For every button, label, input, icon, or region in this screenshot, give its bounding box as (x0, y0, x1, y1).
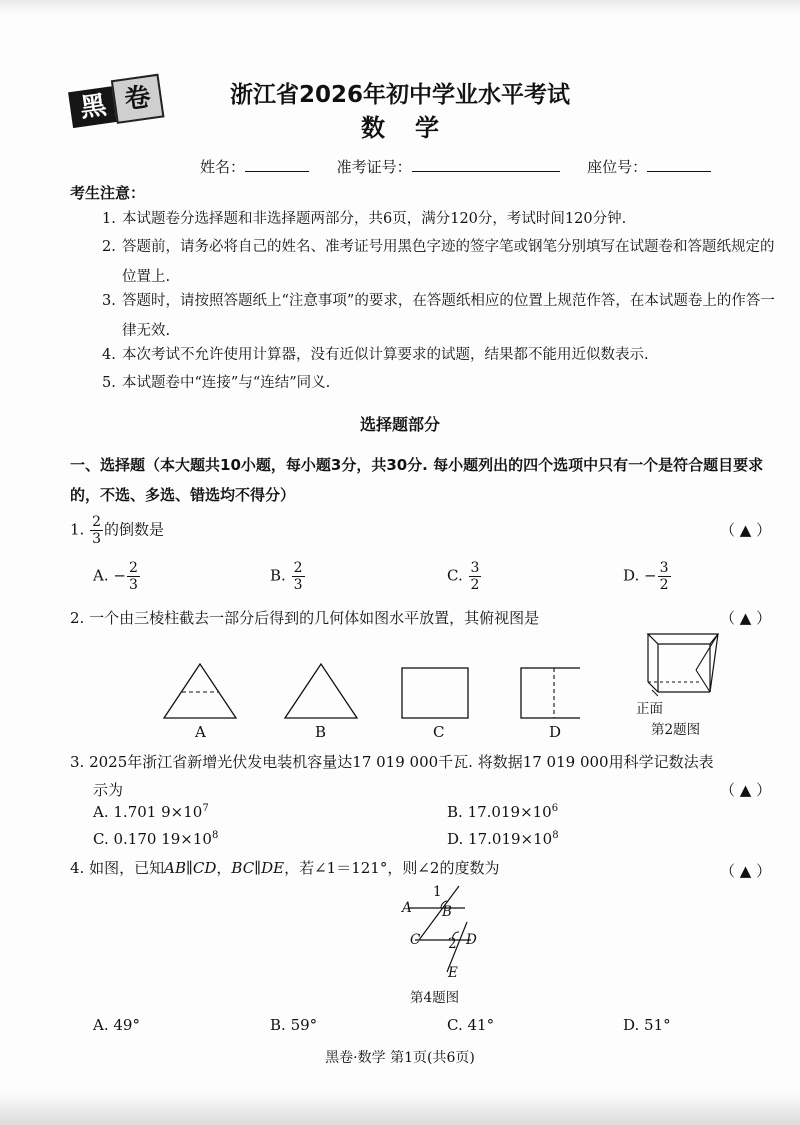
option-c[interactable]: C. 41° (447, 1016, 495, 1034)
subject-title: 数学 (361, 114, 469, 142)
notice-num: 5. (102, 375, 116, 391)
option-d-figure (521, 668, 580, 718)
notice-text: 答题前，请务必将自己的姓名、准考证号用黑色字迹的签字笔或钢笔分别填写在试题卷和答题纸规定的位置上. (122, 239, 775, 285)
question-number: 4. (70, 859, 85, 877)
notice-item (102, 340, 792, 370)
question-number: 3. (70, 753, 85, 771)
name-blank[interactable] (245, 157, 309, 172)
q2-solid-figure (638, 630, 728, 700)
option-c[interactable]: C. 0.170 $19\times 10^8$ (93, 830, 219, 848)
question-text: 一个由三棱柱截去一部分后得到的几何体如图水平放置，其俯视图是 (89, 609, 540, 627)
question-text: 的倒数是 (104, 520, 165, 539)
q2-option-figures (160, 660, 580, 722)
notice-num: 4. (102, 347, 116, 363)
scan-edge-bottom (0, 1092, 800, 1125)
notice-item (102, 286, 782, 346)
option-a[interactable]: A. 1.701 $9\times 10^7$ (93, 803, 209, 821)
option-a-figure (164, 664, 236, 718)
option-a[interactable]: A. 49° (93, 1016, 140, 1034)
id-label: 准考证号： (336, 158, 412, 176)
option-d[interactable]: D. $17.019\times 10^8$ (447, 830, 559, 848)
option-c[interactable]: C. $\frac{3}{2}$ (447, 560, 480, 593)
answer-mark: （ ▲ ） (720, 521, 772, 539)
option-b-figure (285, 664, 357, 718)
question-text: 2025年浙江省新增光伏发电装机容量达17 019 000千瓦. 将数据17 019 000用科学记数法表 (89, 753, 714, 771)
figure-label-a: A (402, 900, 412, 916)
option-a[interactable]: A (195, 723, 206, 741)
figure-label-b: B (442, 904, 452, 920)
logo-part-black: 黑 (68, 86, 119, 128)
notice-text: 本试题卷分选择题和非选择题两部分，共6页，满分120分，考试时间120分钟. (122, 211, 627, 227)
question-3-stem (70, 751, 714, 772)
front-label: 正面 (636, 701, 663, 717)
notice-num: 1. (102, 211, 116, 227)
exam-title: 浙江省2026年初中学业水平考试 (229, 82, 570, 108)
option-b[interactable]: B. 59° (270, 1016, 318, 1034)
question-3-stem-cont: 示为 (93, 781, 124, 799)
seat-label: 座位号： (587, 158, 648, 176)
fraction: $\frac{2}{3}$ (92, 514, 102, 547)
id-blank[interactable] (412, 157, 560, 172)
option-d[interactable]: D. − $\frac{3}{2}$ (623, 560, 669, 593)
notice-item (102, 368, 792, 398)
figure-label-d: D (466, 932, 477, 948)
section-title: 选择题部分 (359, 415, 440, 434)
page-footer: 黑卷·数学 第1页(共6页) (325, 1050, 475, 1066)
notice-item (102, 204, 792, 234)
option-b[interactable]: B. $17.019\times 10^6$ (447, 803, 559, 821)
question-1-stem (70, 514, 164, 547)
logo-part-grey: 卷 (111, 74, 165, 124)
figure-label-c: C (410, 932, 421, 948)
scan-edge-top (0, 0, 800, 14)
option-b[interactable]: B. $\frac{2}{3}$ (270, 560, 303, 593)
answer-mark: （ ▲ ） (720, 781, 772, 799)
part-heading: 一、选择题（本大题共10小题，每小题3分，共30分. 每小题列出的四个选项中只有一个是符合题目要求的，不选、多选、错选均不得分） (70, 456, 764, 504)
question-number: 1. (70, 520, 85, 539)
figure-label-2: 2 (448, 936, 457, 952)
answer-mark: （ ▲ ） (720, 862, 772, 880)
option-d[interactable]: D (549, 723, 562, 741)
candidate-fields (200, 156, 711, 177)
figure-caption: 第2题图 (651, 722, 701, 738)
notice-num: 3. (102, 293, 116, 309)
notice-text: 答题时，请按照答题纸上“注意事项”的要求，在答题纸相应的位置上规范作答，在本试题卷上的作答一律无效. (122, 293, 775, 339)
option-d[interactable]: D. 51° (623, 1016, 671, 1034)
option-c-figure (402, 668, 468, 718)
option-a[interactable]: A. − $\frac{2}{3}$ (93, 560, 138, 593)
seat-blank[interactable] (647, 157, 711, 172)
notice-text: 本试题卷中“连接”与“连结”同义. (122, 375, 331, 391)
notice-text: 本次考试不允许使用计算器，没有近似计算要求的试题，结果都不能用近似数表示. (122, 347, 649, 363)
name-label: 姓名： (200, 158, 246, 176)
notice-num: 2. (102, 239, 116, 255)
figure-caption: 第4题图 (410, 990, 460, 1006)
option-c[interactable]: C (433, 723, 445, 741)
question-2-stem (70, 607, 539, 628)
answer-mark: （ ▲ ） (720, 609, 772, 627)
notice-item (102, 232, 782, 292)
notice-heading: 考生注意： (70, 184, 146, 202)
option-b[interactable]: B (315, 723, 327, 741)
question-4-stem: 4. 如图，已知AB∥CD，BC∥DE，若∠1＝121°，则∠2的度数为 (70, 859, 500, 877)
figure-label-1: 1 (433, 884, 442, 900)
question-number: 2. (70, 609, 85, 627)
figure-label-e: E (448, 965, 458, 981)
